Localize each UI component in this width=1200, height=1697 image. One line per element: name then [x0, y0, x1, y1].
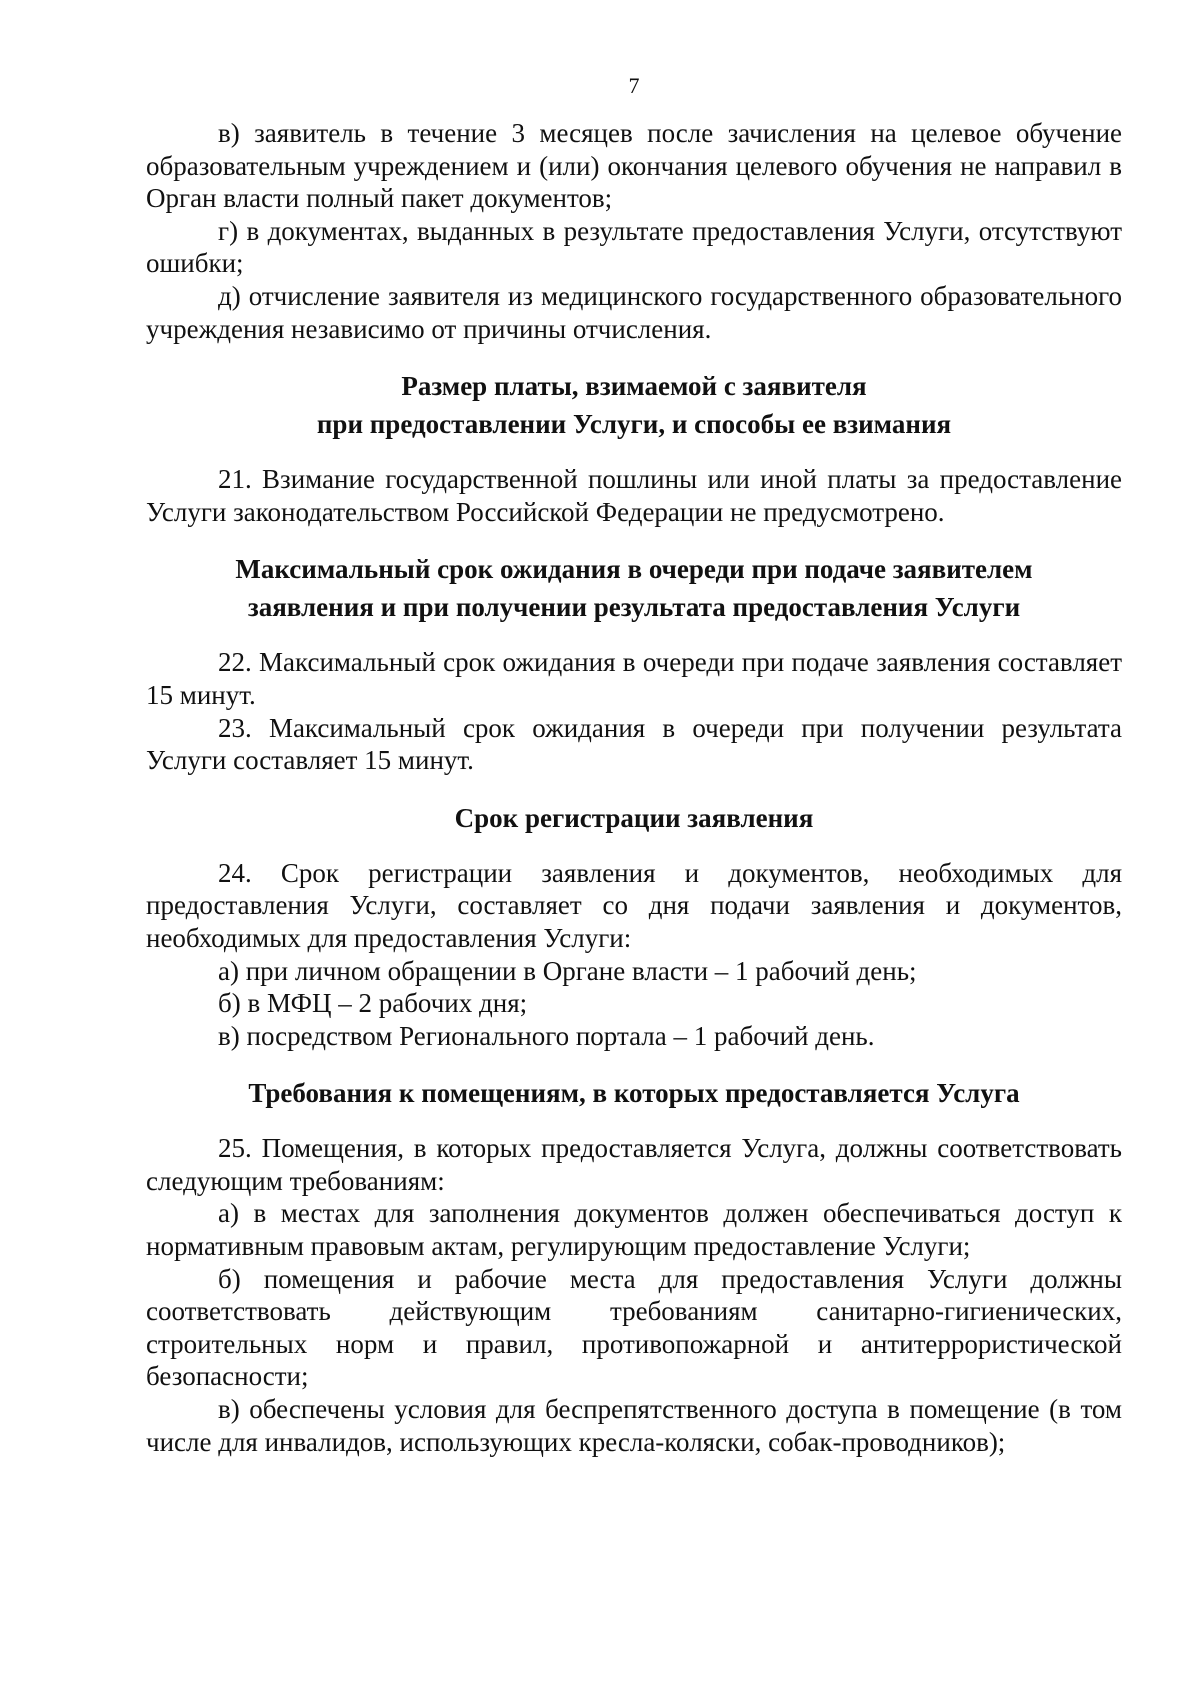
paragraph-24-registration: 24. Срок регистрации заявления и документов, необходимых для предоставления Услуги, составляет со дня подачи заявления и документов, необходимых для предоставления Услуги: [146, 857, 1122, 953]
paragraph-a-in-person: а) при личном обращении в Органе власти – 1 рабочий день; [218, 955, 917, 986]
paragraph-25-premises: 25. Помещения, в которых предоставляется Услуга, должны соответствовать следующим требованиям: [146, 1133, 1122, 1196]
spacer [146, 777, 1122, 799]
spacer [146, 626, 1122, 646]
paragraph-g-no-errors: г) в документах, выданных в результате предоставления Услуги, отсутствуют ошибки; [146, 215, 1122, 279]
paragraph-23-queue-result: 23. Максимальный срок ожидания в очереди при получении результата Услуги составляет 15 минут. [146, 712, 1122, 776]
spacer [146, 1052, 1122, 1074]
section-heading-premises: Требования к помещениям, в которых предоставляется Услуга [248, 1078, 1020, 1109]
paragraph-v-portal: в) посредством Регионального портала – 1 рабочий день. [218, 1020, 875, 1051]
document-page [146, 0, 1122, 1697]
paragraph-21-fee: 21. Взимание государственной пошлины или иной платы за предоставление Услуги законодательством Российской Федерации не предусмотрено. [146, 464, 1122, 527]
spacer [146, 837, 1122, 857]
paragraph-a-legal-acts-access: а) в местах для заполнения документов должен обеспечиваться доступ к нормативным правовым актам, регулирующим предоставление Услуги; [146, 1198, 1122, 1262]
spacer [146, 345, 1122, 367]
paragraph-v-applicant-documents: в) заявитель в течение 3 месяцев после зачисления на целевое обучение образовательным учреждением и (или) окончания целевого обучения не направил в Орган власти полный пакет документов; [146, 118, 1122, 214]
section-heading-fee-line2: при предоставлении Услуги, и способы ее взимания [316, 409, 952, 440]
page-number: 7 [628, 73, 640, 98]
section-heading-registration: Срок регистрации заявления [454, 802, 814, 833]
spacer [146, 1112, 1122, 1132]
paragraph-d-expulsion: д) отчисление заявителя из медицинского государственного образовательного учреждения независимо от причины отчисления. [146, 280, 1122, 344]
spacer [146, 528, 1122, 550]
document-body [146, 117, 1122, 1458]
section-heading-queue-line1: Максимальный срок ожидания в очереди при подаче заявителем [235, 554, 1033, 585]
paragraph-22-queue-submit: 22. Максимальный срок ожидания в очереди при подаче заявления составляет 15 минут. [146, 647, 1122, 710]
paragraph-b-mfc: б) в МФЦ – 2 рабочих дня; [218, 988, 528, 1019]
spacer [146, 443, 1122, 463]
section-heading-fee-line1: Размер платы, взимаемой с заявителя [401, 371, 867, 402]
paragraph-b-sanitary-requirements: б) помещения и рабочие места для предоставления Услуги должны соответствовать действующим требованиям санитарно-гигиенических, строительных норм и правил, противопожарной и антитеррористической безопасности; [146, 1263, 1122, 1392]
section-heading-queue-line2: заявления и при получении результата предоставления Услуги [247, 592, 1021, 623]
paragraph-v-accessibility: в) обеспечены условия для беспрепятственного доступа в помещение (в том числе для инвалидов, использующих кресла-коляски, собак-проводников); [146, 1394, 1122, 1457]
